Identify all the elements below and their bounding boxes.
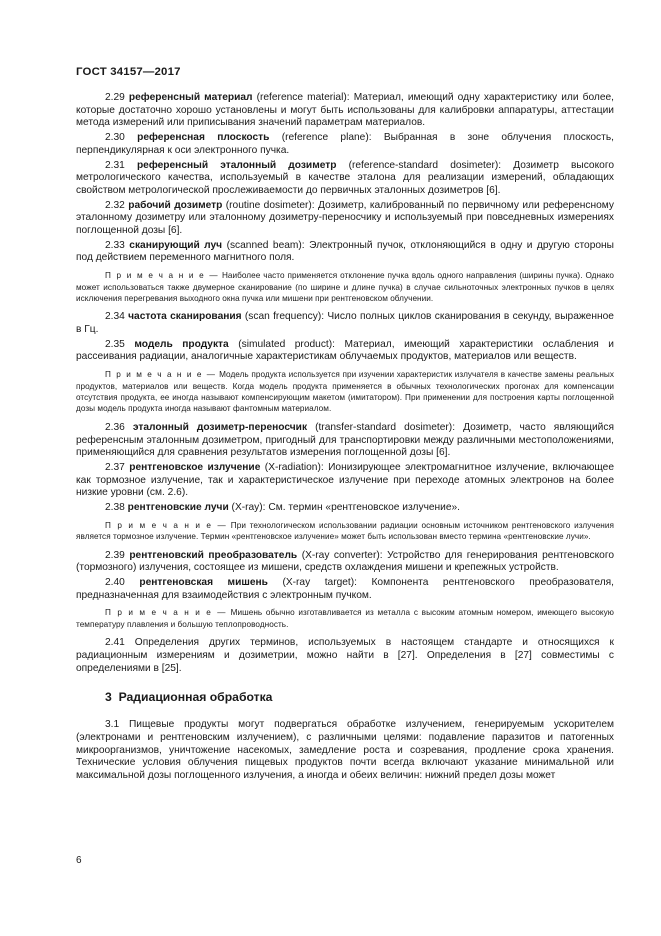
term-english: (simulated product): [238, 338, 335, 350]
term-number: 2.41 [105, 637, 125, 649]
term-definition [76, 92, 614, 130]
term-english: (reference material): [256, 92, 350, 103]
term-name: эталонный дозиметр-переносчик [132, 421, 308, 433]
note-text: Модель продукта используется при изучении характеристик излучателя в качестве замены реальных продуктов, материалов или веществ. Когда модель продукта применяется в обычных технологических прогонах для компенсации отсутствия продукта, ее иногда называют компенсирующим макетом (имитатором). При применении для построения карты поглощенной дозы модель продукта иногда называют фантомным материалом. [76, 370, 615, 414]
term-number: 2.38 [105, 502, 125, 514]
term-number: 2.34 [105, 311, 125, 323]
term-name: сканирующий луч [129, 239, 223, 251]
term-definition [76, 462, 614, 500]
term-english: (scanned beam): [226, 239, 305, 251]
note-text: Наиболее часто применяется отклонение пучка вдоль одного направления (ширины пучка). Однако может использоваться также двумерное сканирование (по ширине и длине пучка) в случае сильноточных электронных пучков в целях исключения перегревания выходного окна пучка или мишени при рентгеновском облучении. [76, 271, 615, 303]
term-definition [76, 240, 614, 265]
term-definition [76, 160, 614, 198]
term-name: референсная плоскость [137, 132, 270, 144]
term-number: 2.30 [105, 132, 125, 144]
term-definition [76, 422, 614, 460]
term-number: 2.33 [105, 239, 125, 251]
term-english: (X-ray target): [282, 576, 357, 588]
term-name: референсный материал [128, 92, 253, 103]
section-paragraph: 3.1 Пищевые продукты могут подвергаться обработке излучением, генерируемым ускорителем (электронами и рентгеновским излучением), с различными целями: подавление паразитов и патогенных микроорганизмов, уничтожение насекомых, замедление роста и созревания, продление срока хранения. Технические условия облучения пищевых продуктов почти всегда включают указание минимальной или максимальной дозы поглощенного излучения, а иногда и обеих величин: нижний предел дозы может [76, 719, 614, 782]
term-english: (X-ray converter): [301, 549, 383, 561]
term-name: рентгеновская мишень [139, 576, 268, 588]
section-heading [105, 690, 614, 704]
document-header: ГОСТ 34157—2017 [76, 66, 181, 78]
term-text: Дозиметр высокого метрологического качества, используемый в качестве эталона для реализации измерений, обладающих свойством метрологической прослеживаемости до первичных эталонных дозиметров [6]. [76, 159, 614, 196]
term-english: (routine dosimeter): [225, 199, 315, 211]
term-definition [76, 200, 614, 238]
note-text: При технологическом использовании радиации основным источником рентгеновского излучения является тормозное излучение. Термин «рентгеновское излучение» может быть использован вместо термина «рентгеновские лучи». [76, 520, 614, 542]
note-label: П р и м е ч а н и е — [105, 608, 227, 618]
term-english: (X-ray): [231, 502, 266, 514]
term-text: Электронный пучок, отклоняющийся в одну и другую стороны под действием переменного магнитного поля. [76, 239, 614, 264]
term-text: Определения других терминов, используемых в настоящем стандарте и относящихся к радиационным измерениям и дозиметрии, можно найти в [27]. Определения в [27] совместимы с определениями в [25]. [76, 637, 614, 674]
term-number: 2.31 [105, 159, 125, 171]
term-definition [76, 577, 614, 602]
term-number: 2.40 [105, 576, 125, 588]
term-definition [76, 637, 614, 675]
term-number: 2.29 [105, 92, 125, 103]
note-label: П р и м е ч а н и е — [105, 271, 219, 281]
term-text: Материал, имеющий одну характеристику или более, которые достаточно хорошо установлены и могут быть использованы для калибровки аппаратуры, аттестации метода измерений или приписывания значений параметрам материалов. [76, 92, 614, 129]
term-name: референсный эталонный дозиметр [136, 159, 337, 171]
term-definition [76, 311, 614, 336]
term-text: Дозиметр, часто являющийся референсным эталонным дозиметром, пригодный для транспортировки между различными местоположениями, применяющийся для сравнения результатов измерения поглощенной дозы [6]. [76, 421, 614, 459]
term-number: 2.36 [105, 421, 125, 433]
term-text: Дозиметр, калиброванный по первичному или референсному эталонному дозиметру или эталонному дозиметру-переносчику и используемый при повседневных измерениях поглощенной дозы [6]. [76, 199, 614, 237]
page-number: 6 [76, 855, 82, 866]
term-number: 2.35 [105, 338, 125, 350]
term-definition [76, 339, 614, 364]
term-name: рентгеновский преобразователь [129, 549, 298, 561]
term-name: рабочий дозиметр [128, 199, 223, 211]
term-english: (reference-standard dosimeter): [348, 159, 502, 171]
term-english: (transfer-standard dosimeter): [315, 421, 456, 433]
note-label: П р и м е ч а н и е — [105, 520, 228, 530]
term-english: (X-radiation): [264, 461, 324, 473]
term-text: См. термин «рентгеновское излучение». [268, 502, 461, 514]
term-name: рентгеновские лучи [127, 502, 229, 514]
term-name: частота сканирования [128, 311, 242, 323]
term-name: модель продукта [134, 338, 229, 350]
term-english: (scan frequency): [244, 311, 325, 323]
term-text: Ионизирующее электромагнитное излучение, включающее как тормозное излучение, так и характеристическое излучение при переходе атомных электронов на более низкие уровни (см. 2.6). [76, 461, 614, 499]
note [76, 369, 614, 415]
note-label: П р и м е ч а н и е — [105, 370, 217, 380]
term-number: 2.32 [105, 199, 125, 211]
term-name: рентгеновское излучение [129, 461, 261, 473]
note [76, 520, 614, 543]
note [76, 270, 614, 304]
section-number: 3 [105, 690, 112, 705]
term-text: Материал, имеющий характеристики ослабления и рассеивания радиации, аналогичные характеристикам облучаемых продуктов, материалов или веществ. [76, 338, 614, 363]
term-english: (reference plane): [281, 132, 372, 144]
document-body [76, 92, 614, 785]
term-definition [76, 550, 614, 575]
term-text: Выбранная в зоне облучения плоскость, перпендикулярная к оси электронного пучка. [76, 132, 614, 156]
term-text: Компонента рентгеновского преобразователя, предназначенная для взаимодействия с электронным пучком. [76, 576, 614, 601]
term-text: Устройство для генерирования рентгеновского (тормозного) излучения, состоящее из мишени, средств охлаждения мишени и крепежных устройств. [76, 549, 614, 574]
note-text: Мишень обычно изготавливается из металла с высоким атомным номером, имеющего высокую температуру плавления и большую теплопроводность. [76, 608, 614, 629]
note [76, 607, 614, 630]
term-definition [76, 132, 614, 157]
section-title: Радиационная обработка [118, 690, 273, 705]
term-number: 2.37 [105, 461, 125, 473]
term-definition [76, 502, 614, 515]
term-number: 2.39 [105, 549, 125, 561]
term-text: Число полных циклов сканирования в секунду, выраженное в Гц. [76, 311, 614, 336]
